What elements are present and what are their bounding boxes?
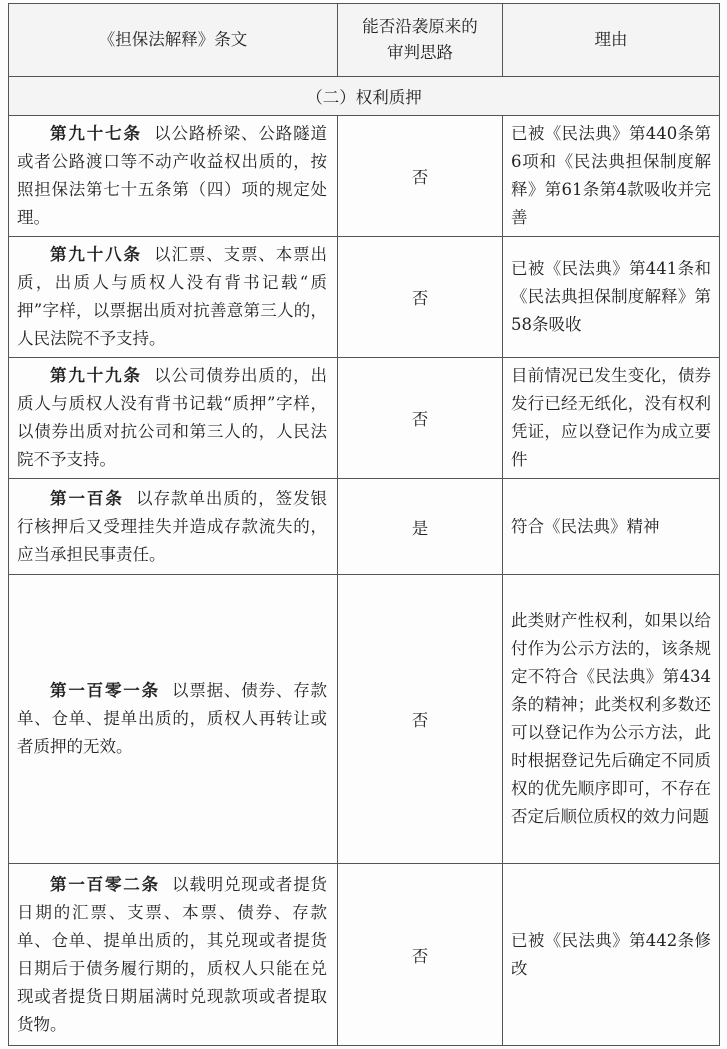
guarantee-law-table — [8, 3, 720, 1046]
answer-cell: 否 — [338, 864, 503, 1046]
header-continuity-line1: 能否沿袭原来的 — [362, 17, 478, 36]
table-row — [9, 237, 720, 358]
reason-cell: 已被《民法典》第441条和《民法典担保制度解释》第58条吸收 — [503, 237, 720, 358]
answer-cell: 否 — [338, 237, 503, 358]
article-text: 以载明兑现或者提货日期的汇票、支票、本票、债券、存款单、仓单、提单出质的，其兑现或者提货日期后于债务履行期的，质权人只能在兑现或者提货日期届满时兑现款项或者提取货物。 — [17, 874, 327, 1034]
article-text: 以票据、债券、存款单、仓单、提单出质的，质权人再转让或者质押的无效。 — [17, 681, 327, 756]
article-text: 以汇票、支票、本票出质，出质人与质权人没有背书记载“质押”字样，以票据出质对抗善意第三人的，人民法院不予支持。 — [17, 245, 327, 348]
header-continuity — [338, 4, 503, 77]
answer-cell: 否 — [338, 116, 503, 237]
section-row — [9, 77, 720, 116]
table-header-row — [9, 4, 720, 77]
article-number: 第一百条 — [50, 488, 124, 508]
table-row — [9, 479, 720, 575]
table-row — [9, 358, 720, 479]
section-title: （二）权利质押 — [9, 77, 720, 116]
article-cell — [9, 864, 338, 1046]
article-text: 以公司债券出质的，出质人与质权人没有背书记载“质押”字样，以债券出质对抗公司和第三人的，人民法院不予支持。 — [17, 366, 327, 469]
header-article: 《担保法解释》条文 — [9, 4, 338, 77]
article-number: 第一百零一条 — [50, 681, 160, 700]
table-row — [9, 575, 720, 864]
reason-cell: 符合《民法典》精神 — [503, 479, 720, 575]
article-number: 第九十七条 — [50, 124, 142, 143]
article-cell — [9, 358, 338, 479]
table-row — [9, 116, 720, 237]
article-cell — [9, 116, 338, 237]
answer-cell: 否 — [338, 575, 503, 864]
article-cell — [9, 237, 338, 358]
reason-cell: 此类财产性权利，如果以给付作为公示方法的，该条规定不符合《民法典》第434条的精神；此类权利多数还可以登记作为公示方法，此时根据登记先后确定不同质权的优先顺序即可，不存在否定后顺位质权的效力问题 — [503, 575, 720, 864]
article-text: 以公路桥梁、公路隧道或者公路渡口等不动产收益权出质的，按照担保法第七十五条第（四）项的规定处理。 — [17, 124, 327, 227]
article-cell — [9, 575, 338, 864]
article-number: 第一百零二条 — [50, 874, 160, 894]
header-continuity-line2: 审判思路 — [387, 43, 453, 62]
table-row — [9, 864, 720, 1046]
article-number: 第九十八条 — [50, 245, 142, 264]
answer-cell: 是 — [338, 479, 503, 575]
answer-cell: 否 — [338, 358, 503, 479]
header-reason: 理由 — [503, 4, 720, 77]
reason-cell: 已被《民法典》第442条修改 — [503, 864, 720, 1046]
article-cell — [9, 479, 338, 575]
article-number: 第九十九条 — [50, 366, 142, 385]
article-text: 以存款单出质的，签发银行核押后又受理挂失并造成存款流失的，应当承担民事责任。 — [17, 488, 327, 564]
reason-cell: 目前情况已发生变化，债券发行已经无纸化，没有权利凭证，应以登记作为成立要件 — [503, 358, 720, 479]
reason-cell: 已被《民法典》第440条第6项和《民法典担保制度解释》第61条第4款吸收并完善 — [503, 116, 720, 237]
